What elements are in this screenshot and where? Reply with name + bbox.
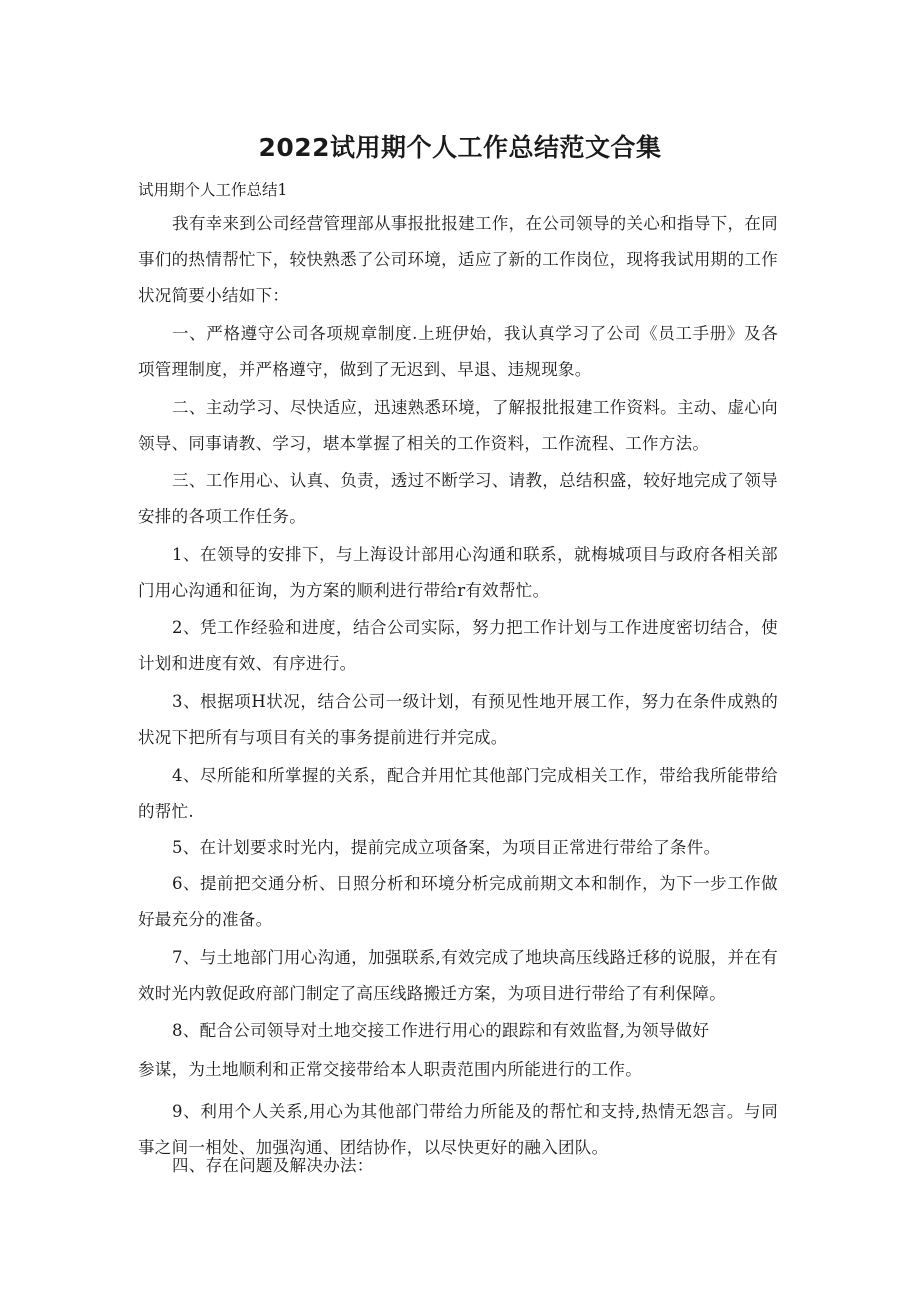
list-item-8: 8、配合公司领导对土地交接工作进行用心的跟踪和有效监督,为领导做好 [172,1021,710,1040]
paragraph-1: 一、严格遵守公司各项规章制度.上班伊始，我认真学习了公司《员工手册》及各项管理制度，并严格遵守，做到了无迟到、早退、违规现象。 [138,324,778,379]
list-item-9: 9、利用个人关系,用心为其他部门带给力所能及的帮忙和支持,热情无怨言。与同事之间一相处、加强沟通、团结协作，以尽快更好的融入团队。 [138,1102,778,1157]
list-item-8-continued: 参谋，为土地顺利和正常交接带给本人职责范围内所能进行的工作。 [138,1060,642,1079]
list-item-7: 7、与土地部门用心沟通，加强联系,有效完成了地块高压线路迁移的说服，并在有效时光内敦促政府部门制定了高压线路搬迁方案，为项目进行带给了有利保障。 [138,948,778,1003]
list-item-2: 2、凭工作经验和进度，结合公司实际，努力把工作计划与工作进度密切结合，使计划和进度有效、有序进行。 [138,618,778,673]
paragraph-intro: 我有幸来到公司经营管理部从事报批报建工作，在公司领导的关心和指导下，在同事们的热情帮忙下，较快熟悉了公司环境，适应了新的工作岗位，现将我试用期的工作状况简要小结如下： [138,214,778,305]
list-item-4: 4、尽所能和所掌握的关系，配合并用忙其他部门完成相关工作，带给我所能带给的帮忙. [138,766,778,821]
section-heading-4: 四、存在问题及解决办法： [172,1156,374,1175]
list-item-5: 5、在计划要求时光内，提前完成立项备案，为项目正常进行带给了条件。 [172,838,721,857]
page-title: 2022试用期个人工作总结范文合集 [258,133,662,162]
list-item-3: 3、根据项H状况，结合公司一级计划，有预见性地开展工作，努力在条件成熟的状况下把所有与项目有关的事务提前进行并完成。 [138,692,778,747]
paragraph-2: 二、主动学习、尽快适应，迅速熟悉环境，了解报批报建工作资料。主动、虚心向领导、同事请教、学习，堪本掌握了相关的工作资料，工作流程、工作方法。 [138,398,778,453]
list-item-1: 1、在领导的安排下，与上海设计部用心沟通和联系，就梅城项目与政府各相关部门用心沟通和征询，为方案的顺利进行带给r有效帮忙。 [138,545,778,600]
paragraph-3: 三、工作用心、认真、负责，透过不断学习、请教，总结积盛，较好地完成了领导安排的各项工作任务。 [138,471,778,526]
section-subtitle: 试用期个人工作总结1 [138,181,288,199]
list-item-6: 6、提前把交通分析、日照分析和环境分析完成前期文本和制作，为下一步工作做好最充分的准备。 [138,874,778,929]
